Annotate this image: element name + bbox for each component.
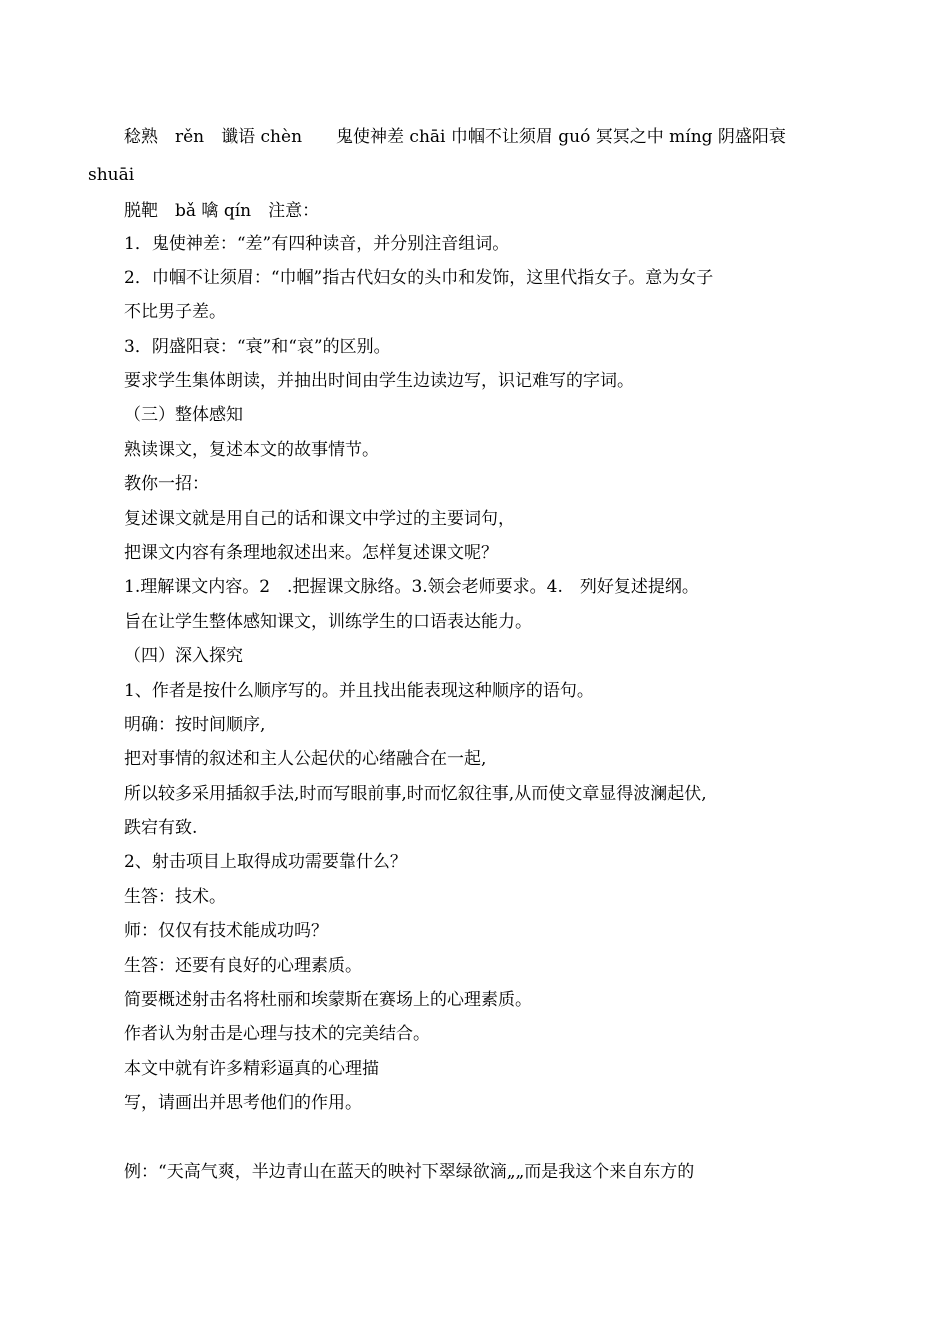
paragraph: 本文中就有许多精彩逼真的心理描 (124, 1059, 379, 1079)
tip-heading: 教你一招： (124, 474, 209, 494)
dialogue-line: 生答：还要有良好的心理素质。 (124, 956, 362, 976)
vocab-line-1-wrap: shuāi (88, 165, 135, 185)
question-2: 2、射击项目上取得成功需要靠什么？ (124, 852, 407, 872)
dialogue-line: 生答：技术。 (124, 887, 226, 907)
section-heading-3: （三）整体感知 (124, 405, 243, 425)
paragraph: 把课文内容有条理地叙述出来。怎样复述课文呢？ (124, 543, 498, 563)
paragraph: 简要概述射击名将杜丽和埃蒙斯在赛场上的心理素质。 (124, 990, 532, 1010)
answer-line: 明确：按时间顺序, (124, 715, 266, 735)
paragraph: 复述课文就是用自己的话和课文中学过的主要词句， (124, 509, 515, 529)
question-1: 1、作者是按什么顺序写的。并且找出能表现这种顺序的语句。 (124, 681, 594, 701)
paragraph: 作者认为射击是心理与技术的完美结合。 (124, 1024, 430, 1044)
paragraph: 旨在让学生整体感知课文，训练学生的口语表达能力。 (124, 612, 532, 632)
paragraph: 熟读课文，复述本文的故事情节。 (124, 440, 379, 460)
note-item-3: 3．阴盛阳衰：“衰”和“哀”的区别。 (124, 337, 391, 357)
section-heading-4: （四）深入探究 (124, 646, 243, 666)
note-item-1: 1．鬼使神差：“差”有四种读音，并分别注音组词。 (124, 234, 510, 254)
note-item-2-wrap: 不比男子差。 (124, 302, 226, 322)
answer-line: 所以较多采用插叙手法,时而写眼前事,时而忆叙往事,从而使文章显得波澜起伏, (124, 784, 707, 804)
answer-line: 把对事情的叙述和主人公起伏的心绪融合在一起, (124, 749, 487, 769)
vocab-line-2: 脱靶 bǎ 噙 qín 注意： (124, 201, 320, 221)
paragraph: 写，请画出并思考他们的作用。 (124, 1093, 362, 1113)
dialogue-line: 师：仅仅有技术能成功吗？ (124, 921, 328, 941)
steps-list: 1.理解课文内容。2 .把握课文脉络。3.领会老师要求。4. 列好复述提纲。 (124, 577, 699, 597)
vocab-line-1: 稔熟 rěn 谶语 chèn 鬼使神差 chāi 巾帼不让须眉 guó 冥冥之中 míng 阴盛阳衰 (124, 127, 786, 147)
example-line: 例：“天高气爽，半边青山在蓝天的映衬下翠绿欲滴„„而是我这个来自东方的 (124, 1162, 695, 1182)
answer-line: 跌宕有致. (124, 818, 198, 838)
reading-requirement: 要求学生集体朗读，并抽出时间由学生边读边写，识记难写的字词。 (124, 371, 634, 391)
note-item-2: 2．巾帼不让须眉：“巾帼”指古代妇女的头巾和发饰，这里代指女子。意为女子 (124, 268, 714, 288)
